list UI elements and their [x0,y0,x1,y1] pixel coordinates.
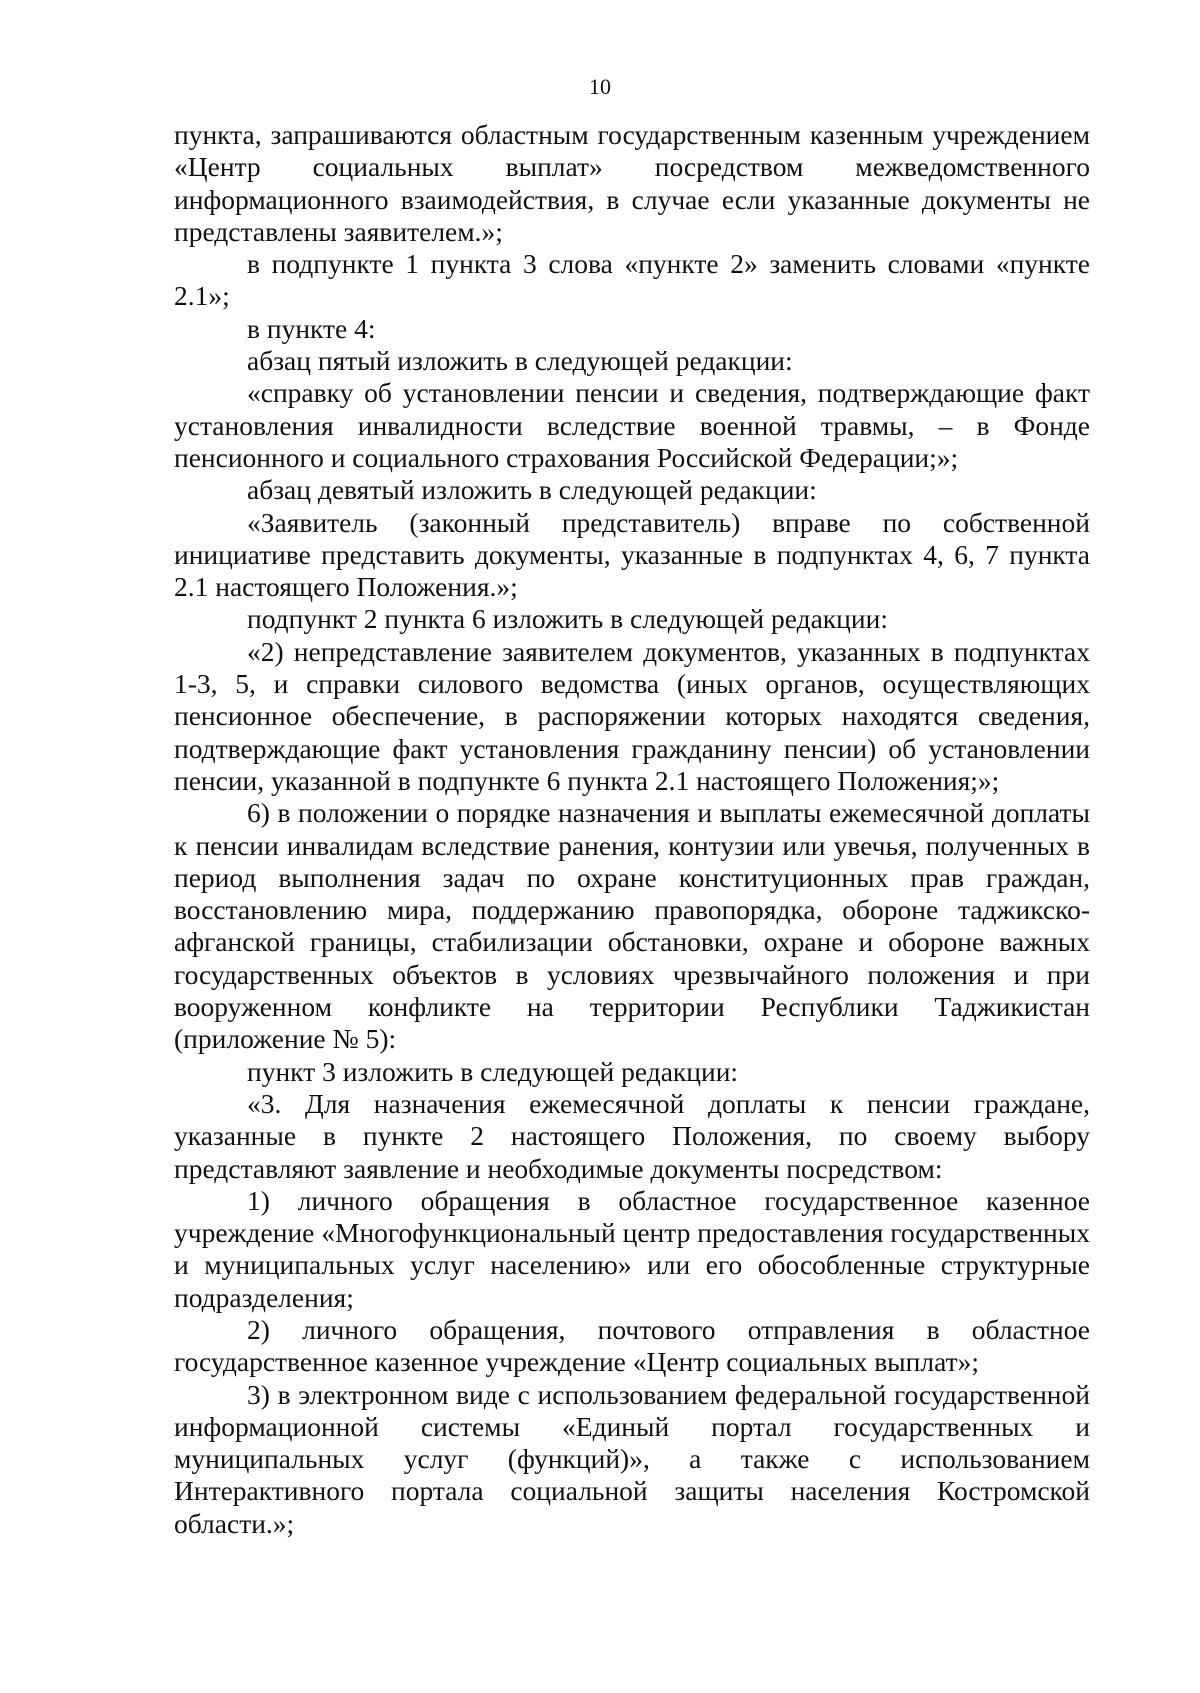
list-item-1: 1) личного обращения в областное государственное казенное учреждение «Многофункциональный центр предоставления государственных и муниципальных услуг населению» или его обособленные структурные подразделения; [174,1184,1090,1313]
list-item-2: 2) личного обращения, почтового отправления в областное государственное казенное учреждение «Центр социальных выплат»; [174,1313,1090,1378]
paragraph-item-3-heading: пункт 3 изложить в следующей редакции: [247,1055,739,1087]
paragraph-abzac-5-heading: абзац пятый изложить в следующей редакции: [247,345,793,377]
paragraph-abzac-5-text: «справку об установлении пенсии и сведения, подтверждающие факт установления инвалидности вследствие военной травмы, – в Фонде пенсионного и социального страхования Российской Федерации;»; [174,377,1090,473]
document-body [174,119,1090,1540]
paragraph-item-3-text: «3. Для назначения ежемесячной доплаты к пенсии граждане, указанные в пункте 2 настоящего Положения, по своему выбору представляют заявление и необходимые документы посредством: [174,1087,1090,1184]
paragraph-subitem-3-amendment: в подпункте 1 пункта 3 слова «пункте 2» заменить словами «пункте 2.1»; [174,248,1090,312]
paragraph-abzac-9-heading: абзац девятый изложить в следующей редакции: [247,474,817,506]
paragraph-continuation: пункта, запрашиваются областным государственным казенным учреждением «Центр социальных выплат» посредством межведомственного информационного взаимодействия, в случае если указанные документы не представлены заявителем.»; [174,119,1090,247]
list-item-3: 3) в электронном виде с использованием федеральной государственной информационной системы «Единый портал государственных и муниципальных услуг (функций)», а также с использованием Интерактивного портала социальной защиты населения Костромской области.»; [174,1378,1090,1539]
paragraph-subitem-2-text: «2) непредставление заявителем документов, указанных в подпунктах 1-3, 5, и справки силового ведомства (иных органов, осуществляющих пенсионное обеспечение, в распоряжении которых находятся сведения, подтверждающие факт установления гражданину пенсии) об установлении пенсии, указанной в подпункте 6 пункта 2.1 настоящего Положения;»; [174,635,1090,796]
paragraph-subitem-2-heading: подпункт 2 пункта 6 изложить в следующей редакции: [247,603,888,635]
paragraph-item-6-appendix-5: 6) в положении о порядке назначения и выплаты ежемесячной доплаты к пенсии инвалидам вследствие ранения, контузии или увечья, полученных в период выполнения задач по охране конституционных прав граждан, восстановлению мира, поддержанию правопорядка, обороне таджикско-афганской границы, стабилизации обстановки, охране и обороне важных государственных объектов в условиях чрезвычайного положения и при вооруженном конфликте на территории Республики Таджикистан (приложение № 5): [174,797,1090,1055]
page-number: 10 [589,74,611,99]
paragraph-abzac-9-text: «Заявитель (законный представитель) вправе по собственной инициативе представить документы, указанные в подпунктах 4, 6, 7 пункта 2.1 настоящего Положения.»; [174,506,1090,603]
paragraph-item-4-heading: в пункте 4: [247,312,376,344]
